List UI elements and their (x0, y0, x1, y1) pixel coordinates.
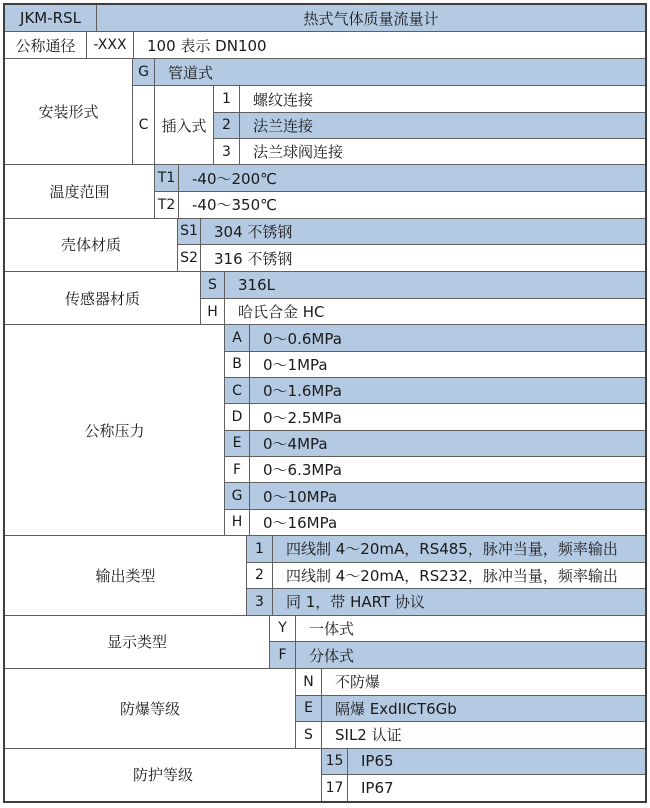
option-code: D (225, 404, 250, 429)
option-row (178, 219, 645, 246)
section-label: 传感器材质 (5, 272, 201, 324)
option-desc: 一体式 (309, 619, 355, 638)
option-row (201, 272, 645, 299)
option-row (214, 86, 645, 112)
page-title: 热式气体质量流量计 (303, 9, 439, 28)
option-desc: 0～16MPa (263, 513, 338, 532)
option-code: T2 (155, 192, 179, 218)
section-temperature-range (5, 165, 645, 218)
option-code: C (225, 378, 250, 403)
option-desc: 隔爆 ExdIICT6Gb (335, 699, 457, 718)
option-row (214, 113, 645, 139)
insert-type-group (133, 86, 645, 164)
option-code: F (270, 642, 296, 668)
section-output-type (5, 536, 645, 616)
section-label: 显示类型 (5, 616, 270, 668)
option-code: S1 (178, 219, 201, 245)
option-desc: 0～0.6MPa (263, 329, 342, 348)
option-row (247, 563, 645, 590)
option-desc: -40～200℃ (192, 169, 277, 188)
option-code: S (201, 272, 225, 298)
section-label: 公称压力 (5, 325, 225, 535)
option-row (270, 616, 645, 643)
model-selection-table (3, 3, 647, 803)
option-code: G (133, 59, 155, 85)
option-desc: 分体式 (309, 646, 355, 665)
option-code: G (225, 483, 250, 508)
option-row (247, 589, 645, 615)
option-row (214, 139, 645, 164)
option-desc: 316L (238, 275, 275, 294)
option-desc: 0～2.5MPa (263, 408, 342, 427)
option-code: 2 (214, 113, 240, 138)
option-desc: 四线制 4～20mA，RS485，脉冲当量，频率输出 (286, 540, 618, 559)
section-housing-material (5, 219, 645, 272)
option-code: E (296, 696, 322, 722)
option-code: Y (270, 616, 296, 642)
option-row (296, 669, 645, 696)
option-row (155, 192, 645, 218)
option-desc: 100 表示 DN100 (147, 36, 267, 55)
option-row (225, 510, 645, 535)
option-code: H (201, 299, 225, 325)
option-desc: SIL2 认证 (335, 726, 402, 745)
option-row (225, 378, 645, 404)
option-desc: 四线制 4～20mA，RS232，脉冲当量，频率输出 (286, 566, 618, 585)
option-row (133, 59, 645, 86)
option-code: F (225, 457, 250, 482)
option-code: S (296, 722, 322, 748)
option-row (322, 749, 645, 776)
option-desc: 管道式 (168, 63, 214, 82)
option-code: 1 (247, 536, 273, 562)
option-desc: IP65 (361, 752, 394, 771)
option-row (296, 696, 645, 723)
section-label: 输出类型 (5, 536, 247, 615)
option-row (225, 431, 645, 457)
section-label: 防爆等级 (5, 669, 296, 748)
section-sensor-material (5, 272, 645, 325)
section-nominal-diameter (5, 32, 645, 59)
section-label: 壳体材质 (5, 219, 178, 271)
option-desc: 法兰球阀连接 (253, 143, 344, 162)
option-code: N (296, 669, 322, 695)
option-code: B (225, 352, 250, 377)
option-row (178, 245, 645, 271)
option-code: H (225, 510, 250, 535)
section-explosion-proof-grade (5, 669, 645, 749)
option-row (225, 483, 645, 509)
section-label: 防护等级 (5, 749, 322, 801)
option-desc: 316 不锈钢 (214, 249, 293, 268)
option-desc: 0～10MPa (263, 487, 338, 506)
section-protection-grade (5, 749, 645, 801)
option-row (270, 642, 645, 668)
section-nominal-pressure (5, 325, 645, 536)
option-desc: 0～1.6MPa (263, 382, 342, 401)
insert-type-label: 插入式 (155, 86, 214, 164)
option-row (225, 404, 645, 430)
option-desc: 法兰连接 (253, 116, 314, 135)
option-row (247, 536, 645, 563)
option-row (201, 299, 645, 325)
option-desc: 螺纹连接 (253, 90, 314, 109)
option-code: 3 (214, 139, 240, 164)
option-desc: 0～6.3MPa (263, 461, 342, 480)
option-code: -XXX (87, 32, 134, 58)
header-row (5, 5, 645, 32)
section-label: 公称通径 (5, 32, 87, 58)
option-desc: -40～350℃ (192, 196, 277, 215)
option-row (225, 325, 645, 351)
option-code: S2 (178, 245, 201, 271)
option-code: 3 (247, 589, 273, 615)
option-code: 17 (322, 775, 348, 801)
option-desc: IP67 (361, 779, 394, 798)
model-code: JKM-RSL (5, 5, 97, 31)
option-desc: 0～4MPa (263, 434, 328, 453)
section-display-type (5, 616, 645, 669)
section-label: 温度范围 (5, 165, 155, 217)
option-row (155, 165, 645, 192)
section-label: 安装形式 (5, 59, 133, 164)
section-install-type (5, 59, 645, 165)
option-row (225, 457, 645, 483)
option-code: 1 (214, 86, 240, 111)
option-desc: 304 不锈钢 (214, 222, 293, 241)
option-code: E (225, 431, 250, 456)
option-code: 2 (247, 563, 273, 589)
option-desc: 0～1MPa (263, 355, 328, 374)
option-code: 15 (322, 749, 348, 775)
option-desc: 同 1，带 HART 协议 (286, 593, 425, 612)
option-row (225, 352, 645, 378)
option-code: A (225, 325, 250, 350)
option-code: C (133, 86, 155, 164)
option-row (296, 722, 645, 748)
option-code: T1 (155, 165, 179, 191)
option-desc: 哈氏合金 HC (238, 303, 325, 322)
option-row (322, 775, 645, 801)
option-desc: 不防爆 (335, 673, 381, 692)
